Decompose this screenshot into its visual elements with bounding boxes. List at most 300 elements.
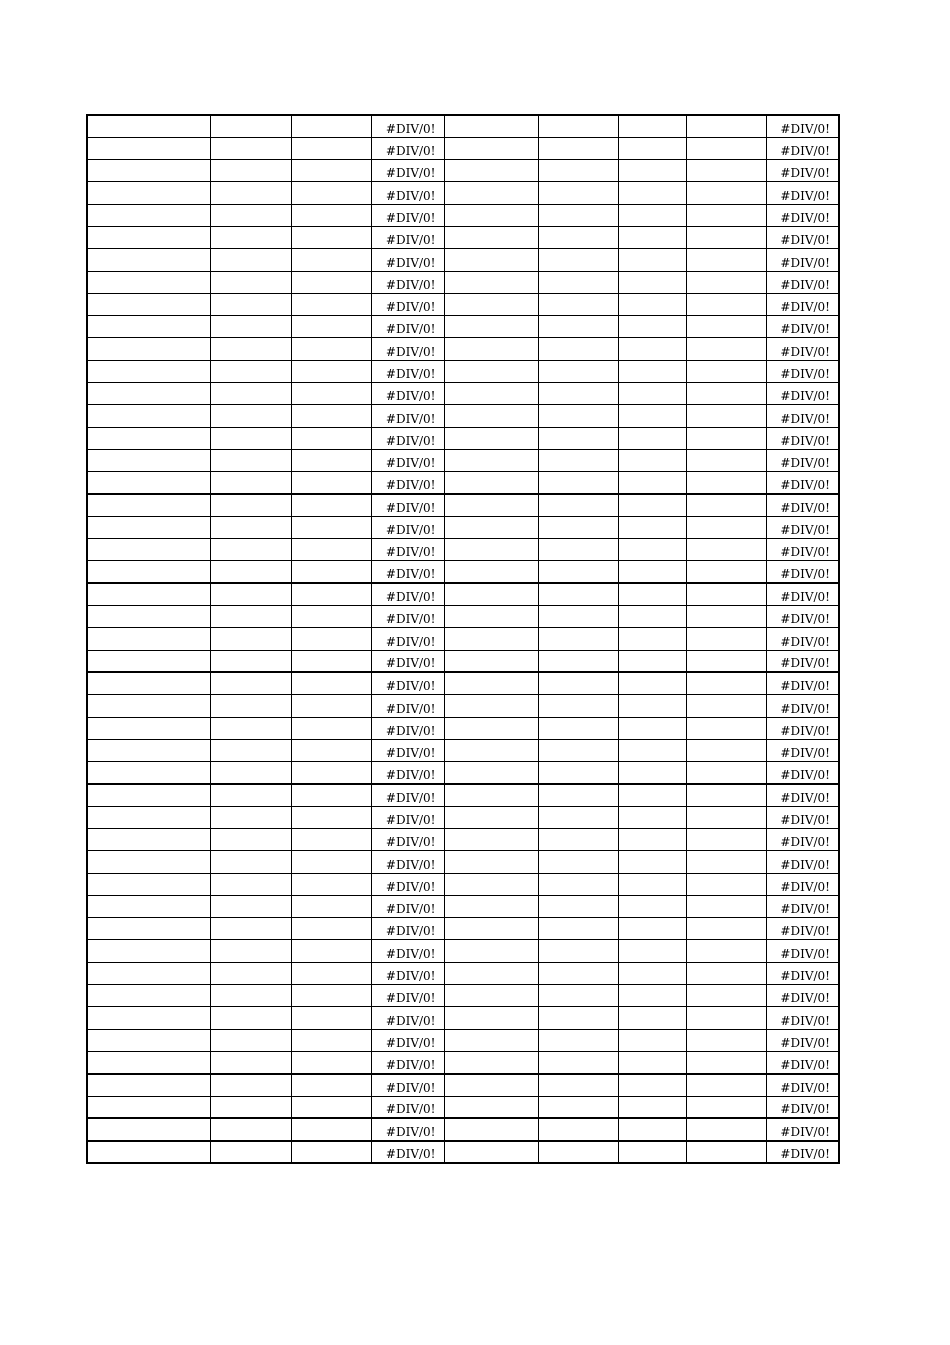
empty-cell[interactable]	[291, 583, 371, 605]
empty-cell[interactable]	[87, 516, 210, 538]
empty-cell[interactable]	[686, 1118, 766, 1140]
empty-cell[interactable]	[686, 1096, 766, 1118]
error-cell[interactable]: #DIV/0!	[766, 160, 839, 182]
empty-cell[interactable]	[444, 1141, 538, 1163]
empty-cell[interactable]	[291, 1141, 371, 1163]
empty-cell[interactable]	[538, 405, 618, 427]
empty-cell[interactable]	[686, 427, 766, 449]
empty-cell[interactable]	[686, 918, 766, 940]
empty-cell[interactable]	[686, 249, 766, 271]
empty-cell[interactable]	[538, 583, 618, 605]
empty-cell[interactable]	[444, 249, 538, 271]
empty-cell[interactable]	[618, 583, 686, 605]
empty-cell[interactable]	[444, 918, 538, 940]
empty-cell[interactable]	[444, 985, 538, 1007]
empty-cell[interactable]	[291, 539, 371, 561]
empty-cell[interactable]	[618, 628, 686, 650]
empty-cell[interactable]	[538, 1051, 618, 1073]
empty-cell[interactable]	[618, 1051, 686, 1073]
empty-cell[interactable]	[538, 762, 618, 784]
empty-cell[interactable]	[444, 962, 538, 984]
empty-cell[interactable]	[210, 829, 291, 851]
empty-cell[interactable]	[87, 1096, 210, 1118]
empty-cell[interactable]	[444, 293, 538, 315]
empty-cell[interactable]	[444, 739, 538, 761]
empty-cell[interactable]	[686, 762, 766, 784]
empty-cell[interactable]	[291, 137, 371, 159]
empty-cell[interactable]	[87, 561, 210, 583]
empty-cell[interactable]	[210, 561, 291, 583]
empty-cell[interactable]	[87, 672, 210, 694]
empty-cell[interactable]	[291, 516, 371, 538]
empty-cell[interactable]	[618, 249, 686, 271]
empty-cell[interactable]	[686, 695, 766, 717]
empty-cell[interactable]	[538, 672, 618, 694]
error-cell[interactable]: #DIV/0!	[371, 472, 444, 494]
error-cell[interactable]: #DIV/0!	[766, 360, 839, 382]
empty-cell[interactable]	[618, 806, 686, 828]
error-cell[interactable]: #DIV/0!	[371, 1118, 444, 1140]
empty-cell[interactable]	[210, 182, 291, 204]
empty-cell[interactable]	[538, 806, 618, 828]
empty-cell[interactable]	[291, 160, 371, 182]
empty-cell[interactable]	[87, 137, 210, 159]
error-cell[interactable]: #DIV/0!	[766, 1007, 839, 1029]
empty-cell[interactable]	[210, 249, 291, 271]
empty-cell[interactable]	[686, 1074, 766, 1096]
empty-cell[interactable]	[210, 1007, 291, 1029]
empty-cell[interactable]	[618, 293, 686, 315]
empty-cell[interactable]	[538, 1029, 618, 1051]
error-cell[interactable]: #DIV/0!	[766, 762, 839, 784]
empty-cell[interactable]	[538, 360, 618, 382]
error-cell[interactable]: #DIV/0!	[766, 940, 839, 962]
error-cell[interactable]: #DIV/0!	[371, 383, 444, 405]
error-cell[interactable]: #DIV/0!	[766, 672, 839, 694]
empty-cell[interactable]	[210, 650, 291, 672]
empty-cell[interactable]	[210, 137, 291, 159]
error-cell[interactable]: #DIV/0!	[766, 338, 839, 360]
empty-cell[interactable]	[686, 182, 766, 204]
empty-cell[interactable]	[87, 1118, 210, 1140]
error-cell[interactable]: #DIV/0!	[371, 739, 444, 761]
empty-cell[interactable]	[618, 405, 686, 427]
empty-cell[interactable]	[87, 494, 210, 516]
error-cell[interactable]: #DIV/0!	[766, 204, 839, 226]
error-cell[interactable]: #DIV/0!	[371, 405, 444, 427]
empty-cell[interactable]	[291, 360, 371, 382]
empty-cell[interactable]	[686, 115, 766, 137]
empty-cell[interactable]	[618, 182, 686, 204]
empty-cell[interactable]	[291, 1096, 371, 1118]
empty-cell[interactable]	[210, 940, 291, 962]
empty-cell[interactable]	[686, 739, 766, 761]
error-cell[interactable]: #DIV/0!	[766, 137, 839, 159]
error-cell[interactable]: #DIV/0!	[371, 226, 444, 248]
error-cell[interactable]: #DIV/0!	[766, 1141, 839, 1163]
empty-cell[interactable]	[87, 628, 210, 650]
empty-cell[interactable]	[87, 918, 210, 940]
empty-cell[interactable]	[618, 226, 686, 248]
empty-cell[interactable]	[538, 137, 618, 159]
empty-cell[interactable]	[444, 182, 538, 204]
empty-cell[interactable]	[87, 1141, 210, 1163]
empty-cell[interactable]	[618, 204, 686, 226]
empty-cell[interactable]	[444, 561, 538, 583]
empty-cell[interactable]	[210, 449, 291, 471]
empty-cell[interactable]	[618, 160, 686, 182]
empty-cell[interactable]	[444, 583, 538, 605]
empty-cell[interactable]	[291, 561, 371, 583]
empty-cell[interactable]	[538, 293, 618, 315]
empty-cell[interactable]	[686, 606, 766, 628]
empty-cell[interactable]	[686, 829, 766, 851]
empty-cell[interactable]	[618, 539, 686, 561]
empty-cell[interactable]	[291, 427, 371, 449]
empty-cell[interactable]	[210, 115, 291, 137]
empty-cell[interactable]	[210, 1118, 291, 1140]
empty-cell[interactable]	[210, 383, 291, 405]
empty-cell[interactable]	[210, 271, 291, 293]
empty-cell[interactable]	[538, 383, 618, 405]
empty-cell[interactable]	[538, 918, 618, 940]
error-cell[interactable]: #DIV/0!	[371, 851, 444, 873]
empty-cell[interactable]	[291, 940, 371, 962]
empty-cell[interactable]	[618, 1141, 686, 1163]
empty-cell[interactable]	[538, 895, 618, 917]
empty-cell[interactable]	[210, 762, 291, 784]
error-cell[interactable]: #DIV/0!	[766, 494, 839, 516]
empty-cell[interactable]	[686, 204, 766, 226]
empty-cell[interactable]	[291, 293, 371, 315]
empty-cell[interactable]	[291, 918, 371, 940]
error-cell[interactable]: #DIV/0!	[766, 962, 839, 984]
empty-cell[interactable]	[444, 115, 538, 137]
error-cell[interactable]: #DIV/0!	[766, 650, 839, 672]
empty-cell[interactable]	[444, 829, 538, 851]
error-cell[interactable]: #DIV/0!	[766, 449, 839, 471]
empty-cell[interactable]	[444, 383, 538, 405]
empty-cell[interactable]	[291, 1118, 371, 1140]
error-cell[interactable]: #DIV/0!	[371, 293, 444, 315]
error-cell[interactable]: #DIV/0!	[766, 985, 839, 1007]
empty-cell[interactable]	[444, 338, 538, 360]
empty-cell[interactable]	[87, 338, 210, 360]
empty-cell[interactable]	[618, 962, 686, 984]
empty-cell[interactable]	[210, 427, 291, 449]
empty-cell[interactable]	[686, 962, 766, 984]
empty-cell[interactable]	[210, 717, 291, 739]
error-cell[interactable]: #DIV/0!	[371, 918, 444, 940]
empty-cell[interactable]	[686, 1029, 766, 1051]
empty-cell[interactable]	[210, 962, 291, 984]
empty-cell[interactable]	[87, 472, 210, 494]
empty-cell[interactable]	[291, 762, 371, 784]
empty-cell[interactable]	[210, 1051, 291, 1073]
empty-cell[interactable]	[291, 784, 371, 806]
error-cell[interactable]: #DIV/0!	[371, 1141, 444, 1163]
empty-cell[interactable]	[210, 494, 291, 516]
empty-cell[interactable]	[87, 717, 210, 739]
empty-cell[interactable]	[210, 204, 291, 226]
empty-cell[interactable]	[538, 851, 618, 873]
empty-cell[interactable]	[87, 784, 210, 806]
empty-cell[interactable]	[618, 985, 686, 1007]
empty-cell[interactable]	[210, 806, 291, 828]
error-cell[interactable]: #DIV/0!	[371, 1074, 444, 1096]
empty-cell[interactable]	[87, 271, 210, 293]
error-cell[interactable]: #DIV/0!	[371, 204, 444, 226]
empty-cell[interactable]	[291, 316, 371, 338]
empty-cell[interactable]	[444, 160, 538, 182]
empty-cell[interactable]	[618, 762, 686, 784]
empty-cell[interactable]	[210, 1029, 291, 1051]
error-cell[interactable]: #DIV/0!	[766, 583, 839, 605]
empty-cell[interactable]	[444, 717, 538, 739]
error-cell[interactable]: #DIV/0!	[766, 472, 839, 494]
empty-cell[interactable]	[618, 717, 686, 739]
empty-cell[interactable]	[538, 717, 618, 739]
empty-cell[interactable]	[618, 829, 686, 851]
empty-cell[interactable]	[686, 293, 766, 315]
empty-cell[interactable]	[87, 762, 210, 784]
error-cell[interactable]: #DIV/0!	[766, 873, 839, 895]
empty-cell[interactable]	[538, 940, 618, 962]
error-cell[interactable]: #DIV/0!	[766, 1074, 839, 1096]
error-cell[interactable]: #DIV/0!	[371, 1051, 444, 1073]
empty-cell[interactable]	[210, 739, 291, 761]
empty-cell[interactable]	[686, 383, 766, 405]
error-cell[interactable]: #DIV/0!	[371, 494, 444, 516]
empty-cell[interactable]	[618, 895, 686, 917]
empty-cell[interactable]	[686, 561, 766, 583]
empty-cell[interactable]	[291, 1029, 371, 1051]
empty-cell[interactable]	[210, 316, 291, 338]
error-cell[interactable]: #DIV/0!	[371, 271, 444, 293]
empty-cell[interactable]	[87, 739, 210, 761]
empty-cell[interactable]	[210, 695, 291, 717]
empty-cell[interactable]	[538, 115, 618, 137]
empty-cell[interactable]	[686, 940, 766, 962]
empty-cell[interactable]	[686, 1007, 766, 1029]
empty-cell[interactable]	[538, 650, 618, 672]
empty-cell[interactable]	[686, 316, 766, 338]
empty-cell[interactable]	[618, 115, 686, 137]
error-cell[interactable]: #DIV/0!	[371, 516, 444, 538]
error-cell[interactable]: #DIV/0!	[371, 829, 444, 851]
error-cell[interactable]: #DIV/0!	[371, 695, 444, 717]
empty-cell[interactable]	[87, 806, 210, 828]
error-cell[interactable]: #DIV/0!	[371, 940, 444, 962]
error-cell[interactable]: #DIV/0!	[766, 695, 839, 717]
empty-cell[interactable]	[686, 806, 766, 828]
empty-cell[interactable]	[618, 672, 686, 694]
empty-cell[interactable]	[210, 1074, 291, 1096]
empty-cell[interactable]	[444, 137, 538, 159]
empty-cell[interactable]	[291, 1051, 371, 1073]
empty-cell[interactable]	[291, 226, 371, 248]
empty-cell[interactable]	[87, 1074, 210, 1096]
empty-cell[interactable]	[444, 204, 538, 226]
empty-cell[interactable]	[686, 360, 766, 382]
empty-cell[interactable]	[87, 695, 210, 717]
empty-cell[interactable]	[686, 405, 766, 427]
empty-cell[interactable]	[618, 449, 686, 471]
empty-cell[interactable]	[210, 539, 291, 561]
error-cell[interactable]: #DIV/0!	[371, 784, 444, 806]
empty-cell[interactable]	[538, 182, 618, 204]
empty-cell[interactable]	[618, 1096, 686, 1118]
empty-cell[interactable]	[618, 271, 686, 293]
empty-cell[interactable]	[686, 449, 766, 471]
empty-cell[interactable]	[210, 1141, 291, 1163]
empty-cell[interactable]	[686, 628, 766, 650]
error-cell[interactable]: #DIV/0!	[371, 360, 444, 382]
empty-cell[interactable]	[444, 940, 538, 962]
empty-cell[interactable]	[444, 472, 538, 494]
empty-cell[interactable]	[87, 249, 210, 271]
empty-cell[interactable]	[291, 873, 371, 895]
error-cell[interactable]: #DIV/0!	[766, 561, 839, 583]
empty-cell[interactable]	[538, 449, 618, 471]
empty-cell[interactable]	[538, 539, 618, 561]
error-cell[interactable]: #DIV/0!	[371, 338, 444, 360]
empty-cell[interactable]	[291, 985, 371, 1007]
empty-cell[interactable]	[87, 985, 210, 1007]
empty-cell[interactable]	[686, 137, 766, 159]
error-cell[interactable]: #DIV/0!	[371, 583, 444, 605]
empty-cell[interactable]	[444, 695, 538, 717]
empty-cell[interactable]	[444, 539, 538, 561]
empty-cell[interactable]	[210, 405, 291, 427]
error-cell[interactable]: #DIV/0!	[766, 1051, 839, 1073]
empty-cell[interactable]	[686, 851, 766, 873]
empty-cell[interactable]	[538, 829, 618, 851]
error-cell[interactable]: #DIV/0!	[371, 561, 444, 583]
empty-cell[interactable]	[291, 962, 371, 984]
empty-cell[interactable]	[538, 1007, 618, 1029]
empty-cell[interactable]	[444, 1029, 538, 1051]
empty-cell[interactable]	[87, 1029, 210, 1051]
empty-cell[interactable]	[87, 829, 210, 851]
empty-cell[interactable]	[618, 137, 686, 159]
empty-cell[interactable]	[618, 360, 686, 382]
empty-cell[interactable]	[444, 784, 538, 806]
empty-cell[interactable]	[618, 494, 686, 516]
empty-cell[interactable]	[444, 449, 538, 471]
error-cell[interactable]: #DIV/0!	[371, 539, 444, 561]
empty-cell[interactable]	[210, 516, 291, 538]
empty-cell[interactable]	[87, 1007, 210, 1029]
empty-cell[interactable]	[618, 918, 686, 940]
empty-cell[interactable]	[444, 851, 538, 873]
empty-cell[interactable]	[618, 784, 686, 806]
empty-cell[interactable]	[210, 360, 291, 382]
error-cell[interactable]: #DIV/0!	[766, 271, 839, 293]
empty-cell[interactable]	[210, 1096, 291, 1118]
empty-cell[interactable]	[87, 873, 210, 895]
empty-cell[interactable]	[618, 1029, 686, 1051]
empty-cell[interactable]	[618, 1074, 686, 1096]
error-cell[interactable]: #DIV/0!	[766, 606, 839, 628]
empty-cell[interactable]	[444, 360, 538, 382]
empty-cell[interactable]	[686, 160, 766, 182]
empty-cell[interactable]	[686, 873, 766, 895]
error-cell[interactable]: #DIV/0!	[766, 316, 839, 338]
empty-cell[interactable]	[538, 316, 618, 338]
empty-cell[interactable]	[291, 628, 371, 650]
error-cell[interactable]: #DIV/0!	[766, 806, 839, 828]
empty-cell[interactable]	[686, 1141, 766, 1163]
empty-cell[interactable]	[210, 784, 291, 806]
empty-cell[interactable]	[618, 516, 686, 538]
empty-cell[interactable]	[618, 472, 686, 494]
empty-cell[interactable]	[444, 516, 538, 538]
empty-cell[interactable]	[291, 494, 371, 516]
empty-cell[interactable]	[87, 115, 210, 137]
empty-cell[interactable]	[87, 160, 210, 182]
empty-cell[interactable]	[291, 182, 371, 204]
empty-cell[interactable]	[87, 449, 210, 471]
error-cell[interactable]: #DIV/0!	[371, 1096, 444, 1118]
error-cell[interactable]: #DIV/0!	[371, 650, 444, 672]
empty-cell[interactable]	[618, 561, 686, 583]
error-cell[interactable]: #DIV/0!	[766, 539, 839, 561]
empty-cell[interactable]	[444, 806, 538, 828]
empty-cell[interactable]	[291, 806, 371, 828]
empty-cell[interactable]	[87, 606, 210, 628]
error-cell[interactable]: #DIV/0!	[766, 784, 839, 806]
empty-cell[interactable]	[291, 1007, 371, 1029]
error-cell[interactable]: #DIV/0!	[371, 115, 444, 137]
empty-cell[interactable]	[618, 873, 686, 895]
empty-cell[interactable]	[291, 895, 371, 917]
error-cell[interactable]: #DIV/0!	[766, 628, 839, 650]
empty-cell[interactable]	[291, 115, 371, 137]
empty-cell[interactable]	[618, 940, 686, 962]
empty-cell[interactable]	[210, 851, 291, 873]
empty-cell[interactable]	[538, 628, 618, 650]
empty-cell[interactable]	[291, 695, 371, 717]
error-cell[interactable]: #DIV/0!	[766, 516, 839, 538]
error-cell[interactable]: #DIV/0!	[371, 1007, 444, 1029]
empty-cell[interactable]	[444, 1096, 538, 1118]
empty-cell[interactable]	[444, 1007, 538, 1029]
empty-cell[interactable]	[538, 494, 618, 516]
empty-cell[interactable]	[686, 985, 766, 1007]
empty-cell[interactable]	[291, 717, 371, 739]
empty-cell[interactable]	[686, 672, 766, 694]
empty-cell[interactable]	[210, 985, 291, 1007]
empty-cell[interactable]	[538, 784, 618, 806]
error-cell[interactable]: #DIV/0!	[766, 405, 839, 427]
error-cell[interactable]: #DIV/0!	[766, 182, 839, 204]
empty-cell[interactable]	[444, 271, 538, 293]
error-cell[interactable]: #DIV/0!	[766, 383, 839, 405]
empty-cell[interactable]	[87, 427, 210, 449]
empty-cell[interactable]	[618, 1118, 686, 1140]
empty-cell[interactable]	[87, 360, 210, 382]
empty-cell[interactable]	[444, 895, 538, 917]
error-cell[interactable]: #DIV/0!	[371, 606, 444, 628]
empty-cell[interactable]	[87, 650, 210, 672]
empty-cell[interactable]	[618, 650, 686, 672]
empty-cell[interactable]	[686, 516, 766, 538]
empty-cell[interactable]	[210, 672, 291, 694]
empty-cell[interactable]	[210, 160, 291, 182]
empty-cell[interactable]	[87, 226, 210, 248]
empty-cell[interactable]	[538, 1096, 618, 1118]
